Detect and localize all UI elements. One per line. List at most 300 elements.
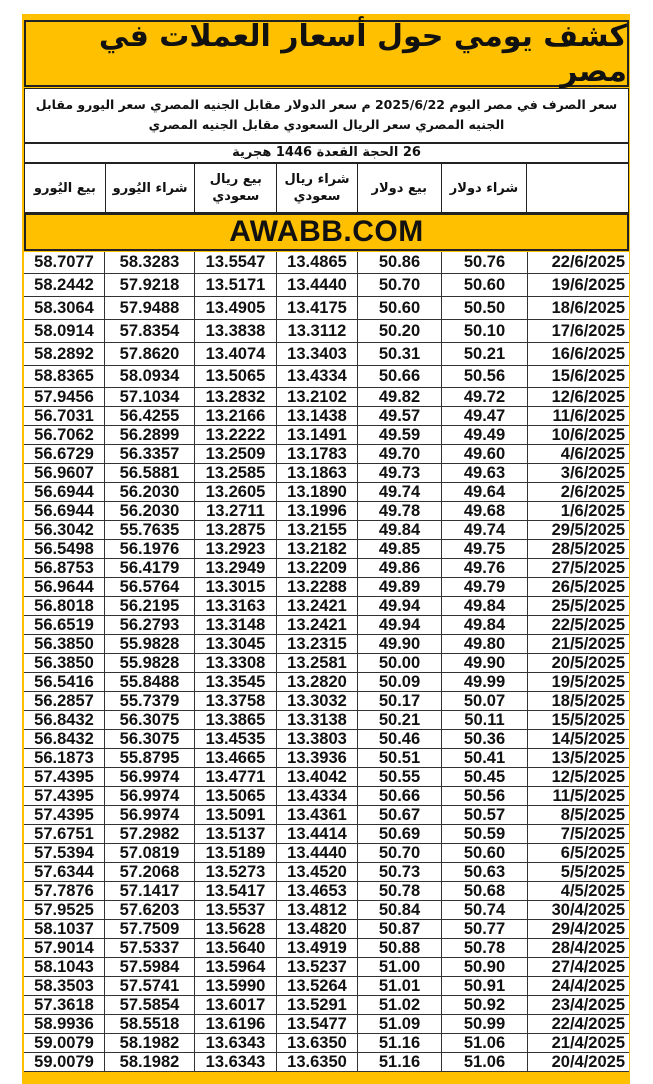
cell-euro-sell: 56.5416: [34, 672, 94, 691]
cell-riyal-sell: 13.3545: [194, 673, 276, 691]
cell-riyal-sell: 13.5964: [194, 958, 276, 976]
cell-dollar-buy: 49.60: [441, 445, 527, 463]
cell-euro-buy: 57.5854: [104, 996, 194, 1014]
header-dollar-buy: شراء دولار: [441, 164, 527, 212]
cell-euro-buy: 56.2030: [104, 502, 194, 520]
cell-dollar-buy: 49.84: [441, 597, 527, 615]
cell-euro-sell: 57.6751: [34, 824, 94, 843]
cell-riyal-buy: 13.4919: [276, 939, 357, 957]
cell-riyal-sell: 13.4535: [194, 730, 276, 748]
cell-euro-buy: 55.8488: [104, 673, 194, 691]
table-row: [24, 559, 629, 578]
cell-date: 22/4/2025: [527, 1015, 629, 1033]
cell-euro-sell: 56.6519: [34, 615, 94, 634]
cell-dollar-sell: 49.94: [357, 616, 441, 634]
cell-riyal-buy: 13.4812: [276, 901, 357, 919]
cell-date: 28/4/2025: [527, 939, 629, 957]
table-row: [24, 673, 629, 692]
cell-date: 6/5/2025: [527, 844, 629, 862]
table-row: [24, 578, 629, 597]
cell-riyal-buy: 13.4175: [276, 297, 357, 319]
cell-euro-sell: 56.3850: [34, 634, 94, 653]
cell-dollar-buy: 49.47: [441, 407, 527, 425]
cell-dollar-sell: 49.84: [357, 521, 441, 539]
header-euro-sell: بيع اليُورو: [33, 180, 96, 196]
cell-riyal-sell: 13.5628: [194, 920, 276, 938]
cell-euro-sell: 56.3042: [34, 520, 94, 539]
cell-dollar-sell: 50.66: [357, 787, 441, 805]
cell-riyal-sell: 13.3308: [194, 654, 276, 672]
cell-riyal-buy: 13.3032: [276, 692, 357, 710]
table-row: [24, 806, 629, 825]
cell-dollar-buy: 50.60: [441, 274, 527, 296]
cell-euro-sell: 58.1037: [34, 919, 94, 938]
cell-dollar-buy: 50.63: [441, 863, 527, 881]
cell-dollar-sell: 50.51: [357, 749, 441, 767]
table-row: [24, 366, 629, 388]
cell-riyal-buy: 13.4334: [276, 366, 357, 387]
cell-date: 21/5/2025: [527, 635, 629, 653]
cell-euro-buy: 57.1417: [104, 882, 194, 900]
cell-dollar-buy: 49.63: [441, 464, 527, 482]
cell-riyal-buy: 13.4653: [276, 882, 357, 900]
cell-riyal-buy: 13.2102: [276, 388, 357, 406]
cell-riyal-buy: 13.2155: [276, 521, 357, 539]
cell-euro-buy: 56.4255: [104, 407, 194, 425]
cell-riyal-buy: 13.5291: [276, 996, 357, 1014]
cell-euro-buy: 56.5881: [104, 464, 194, 482]
cell-dollar-buy: 49.74: [441, 521, 527, 539]
cell-euro-buy: 57.9488: [104, 297, 194, 319]
cell-riyal-buy: 13.1890: [276, 483, 357, 501]
cell-dollar-buy: 50.91: [441, 977, 527, 995]
table-row: [24, 1015, 629, 1034]
cell-date: 27/5/2025: [527, 559, 629, 577]
cell-riyal-sell: 13.3015: [194, 578, 276, 596]
cell-riyal-sell: 13.5640: [194, 939, 276, 957]
cell-euro-sell: 56.9607: [34, 463, 94, 482]
cell-date: 27/4/2025: [527, 958, 629, 976]
cell-euro-sell: 58.2892: [34, 344, 94, 363]
cell-riyal-sell: 13.4771: [194, 768, 276, 786]
cell-riyal-sell: 13.5547: [194, 252, 276, 273]
cell-dollar-buy: 50.36: [441, 730, 527, 748]
cell-euro-buy: 56.1976: [104, 540, 194, 558]
cell-date: 18/6/2025: [527, 297, 629, 319]
cell-riyal-sell: 13.2605: [194, 483, 276, 501]
cell-dollar-sell: 50.88: [357, 939, 441, 957]
cell-euro-sell: 57.4395: [34, 767, 94, 786]
cell-dollar-sell: 50.55: [357, 768, 441, 786]
cell-date: 8/5/2025: [527, 806, 629, 824]
table-row: [24, 882, 629, 901]
table-row: [24, 297, 629, 320]
table-row: [24, 540, 629, 559]
cell-dollar-buy: 50.50: [441, 297, 527, 319]
cell-euro-sell: 57.7876: [34, 881, 94, 900]
brand-watermark[interactable]: AWABB.COM: [24, 213, 629, 251]
cell-dollar-buy: 49.84: [441, 616, 527, 634]
cell-euro-sell: 56.7031: [34, 406, 94, 425]
cell-riyal-sell: 13.3148: [194, 616, 276, 634]
table-header: [24, 163, 629, 213]
table-row: [24, 388, 629, 407]
cell-date: 26/5/2025: [527, 578, 629, 596]
cell-euro-buy: 57.8620: [104, 343, 194, 365]
cell-dollar-buy: 49.79: [441, 578, 527, 596]
cell-euro-sell: 58.7077: [34, 253, 94, 271]
cell-riyal-buy: 13.2315: [276, 635, 357, 653]
cell-dollar-sell: 49.57: [357, 407, 441, 425]
cell-riyal-buy: 13.2421: [276, 597, 357, 615]
table-row: [24, 749, 629, 768]
cell-riyal-sell: 13.3045: [194, 635, 276, 653]
cell-riyal-sell: 13.6343: [194, 1034, 276, 1052]
cell-date: 29/5/2025: [527, 521, 629, 539]
cell-dollar-buy: 49.90: [441, 654, 527, 672]
cell-riyal-sell: 13.5417: [194, 882, 276, 900]
table-row: [24, 958, 629, 977]
cell-euro-sell: 57.4395: [34, 786, 94, 805]
cell-euro-buy: 58.5518: [104, 1015, 194, 1033]
cell-dollar-buy: 49.99: [441, 673, 527, 691]
cell-riyal-sell: 13.3865: [194, 711, 276, 729]
table-row: [24, 692, 629, 711]
cell-date: 20/5/2025: [527, 654, 629, 672]
cell-riyal-buy: 13.5237: [276, 958, 357, 976]
cell-riyal-buy: 13.2421: [276, 616, 357, 634]
cell-dollar-sell: 51.00: [357, 958, 441, 976]
cell-euro-sell: 57.4395: [34, 805, 94, 824]
cell-euro-sell: 57.9525: [34, 900, 94, 919]
table-row: [24, 616, 629, 635]
cell-euro-buy: 56.3357: [104, 445, 194, 463]
cell-date: 21/4/2025: [527, 1034, 629, 1052]
cell-riyal-buy: 13.4361: [276, 806, 357, 824]
cell-dollar-sell: 51.09: [357, 1015, 441, 1033]
cell-dollar-buy: 49.76: [441, 559, 527, 577]
cell-euro-sell: 56.3850: [34, 653, 94, 672]
cell-riyal-buy: 13.6350: [276, 1053, 357, 1071]
cell-euro-sell: 57.5394: [34, 843, 94, 862]
table-row: [24, 711, 629, 730]
cell-date: 11/6/2025: [527, 407, 629, 425]
cell-euro-buy: 55.8795: [104, 749, 194, 767]
cell-date: 10/6/2025: [527, 426, 629, 444]
cell-dollar-sell: 49.90: [357, 635, 441, 653]
cell-riyal-sell: 13.2875: [194, 521, 276, 539]
cell-date: 29/4/2025: [527, 920, 629, 938]
cell-riyal-sell: 13.2585: [194, 464, 276, 482]
table-row: [24, 445, 629, 464]
cell-riyal-sell: 13.4905: [194, 297, 276, 319]
cell-riyal-buy: 13.1438: [276, 407, 357, 425]
cell-riyal-sell: 13.3163: [194, 597, 276, 615]
cell-riyal-sell: 13.3838: [194, 320, 276, 342]
cell-riyal-sell: 13.5171: [194, 274, 276, 296]
cell-riyal-sell: 13.5065: [194, 787, 276, 805]
cell-riyal-buy: 13.3803: [276, 730, 357, 748]
header-date: [526, 164, 628, 212]
cell-dollar-sell: 49.78: [357, 502, 441, 520]
cell-date: 22/6/2025: [527, 252, 629, 273]
cell-euro-buy: 56.3075: [104, 730, 194, 748]
table-row: [24, 939, 629, 958]
cell-dollar-buy: 51.06: [441, 1053, 527, 1071]
cell-riyal-buy: 13.2581: [276, 654, 357, 672]
cell-dollar-buy: 50.59: [441, 825, 527, 843]
cell-dollar-buy: 49.64: [441, 483, 527, 501]
cell-dollar-buy: 50.74: [441, 901, 527, 919]
cell-dollar-sell: 51.16: [357, 1053, 441, 1071]
cell-dollar-buy: 51.06: [441, 1034, 527, 1052]
cell-dollar-buy: 50.41: [441, 749, 527, 767]
cell-date: 19/6/2025: [527, 274, 629, 296]
cell-euro-buy: 56.4179: [104, 559, 194, 577]
cell-dollar-sell: 50.78: [357, 882, 441, 900]
cell-dollar-sell: 49.74: [357, 483, 441, 501]
cell-dollar-sell: 51.01: [357, 977, 441, 995]
cell-riyal-sell: 13.5065: [194, 366, 276, 387]
cell-euro-buy: 57.5337: [104, 939, 194, 957]
table-row: [24, 977, 629, 996]
cell-riyal-buy: 13.4520: [276, 863, 357, 881]
cell-dollar-buy: 49.49: [441, 426, 527, 444]
cell-euro-buy: 55.7635: [104, 521, 194, 539]
cell-dollar-buy: 50.76: [441, 252, 527, 273]
cell-dollar-sell: 50.66: [357, 366, 441, 387]
cell-dollar-buy: 50.99: [441, 1015, 527, 1033]
cell-euro-sell: 58.0914: [34, 321, 94, 340]
cell-riyal-sell: 13.2166: [194, 407, 276, 425]
table-row: [24, 597, 629, 616]
table-row: [24, 768, 629, 787]
cell-euro-sell: 56.6944: [34, 501, 94, 520]
cell-euro-buy: 57.2068: [104, 863, 194, 881]
table-row: [24, 521, 629, 540]
cell-euro-sell: 56.7062: [34, 425, 94, 444]
cell-date: 19/5/2025: [527, 673, 629, 691]
cell-euro-buy: 56.2195: [104, 597, 194, 615]
cell-date: 4/5/2025: [527, 882, 629, 900]
cell-date: 14/5/2025: [527, 730, 629, 748]
table-row: [24, 407, 629, 426]
cell-riyal-sell: 13.3758: [194, 692, 276, 710]
cell-euro-sell: 56.2857: [34, 691, 94, 710]
cell-dollar-sell: 49.73: [357, 464, 441, 482]
table-row: [24, 730, 629, 749]
cell-euro-buy: 57.6203: [104, 901, 194, 919]
cell-dollar-buy: 50.60: [441, 844, 527, 862]
cell-dollar-buy: 50.90: [441, 958, 527, 976]
cell-riyal-buy: 13.4865: [276, 252, 357, 273]
table-row: [24, 996, 629, 1015]
table-row: [24, 252, 629, 274]
cell-euro-sell: 57.9456: [34, 387, 94, 406]
cell-euro-buy: 57.9218: [104, 274, 194, 296]
cell-dollar-sell: 50.09: [357, 673, 441, 691]
cell-dollar-buy: 50.21: [441, 343, 527, 365]
cell-euro-sell: 58.1043: [34, 957, 94, 976]
cell-dollar-sell: 50.73: [357, 863, 441, 881]
cell-riyal-sell: 13.6343: [194, 1053, 276, 1071]
table-row: [24, 274, 629, 297]
table-row: [24, 483, 629, 502]
cell-dollar-buy: 50.77: [441, 920, 527, 938]
table-row: [24, 426, 629, 445]
cell-riyal-buy: 13.1491: [276, 426, 357, 444]
cell-dollar-sell: 50.67: [357, 806, 441, 824]
cell-dollar-sell: 49.86: [357, 559, 441, 577]
cell-dollar-sell: 49.89: [357, 578, 441, 596]
cell-riyal-buy: 13.3936: [276, 749, 357, 767]
cell-date: 2/6/2025: [527, 483, 629, 501]
cell-riyal-sell: 13.2832: [194, 388, 276, 406]
cell-riyal-buy: 13.5477: [276, 1015, 357, 1033]
table-row: [24, 635, 629, 654]
cell-date: 12/5/2025: [527, 768, 629, 786]
cell-riyal-sell: 13.4074: [194, 343, 276, 365]
table-row: [24, 502, 629, 521]
cell-euro-sell: 58.3064: [34, 298, 94, 317]
cell-euro-buy: 57.8354: [104, 320, 194, 342]
cell-riyal-sell: 13.5990: [194, 977, 276, 995]
cell-euro-sell: 59.0079: [34, 1033, 94, 1052]
header-euro-buy: شراء اليُورو: [105, 164, 195, 212]
cell-euro-buy: 55.7379: [104, 692, 194, 710]
cell-date: 22/5/2025: [527, 616, 629, 634]
cell-date: 20/4/2025: [527, 1053, 629, 1071]
cell-euro-sell: 57.3618: [34, 995, 94, 1014]
table-row: [24, 343, 629, 366]
cell-euro-buy: 56.5764: [104, 578, 194, 596]
cell-euro-sell: 56.1873: [34, 748, 94, 767]
cell-dollar-sell: 49.82: [357, 388, 441, 406]
cell-euro-buy: 57.7509: [104, 920, 194, 938]
cell-date: 18/5/2025: [527, 692, 629, 710]
cell-euro-buy: 56.9974: [104, 768, 194, 786]
cell-riyal-sell: 13.2949: [194, 559, 276, 577]
table-row: [24, 654, 629, 673]
cell-dollar-buy: 50.56: [441, 366, 527, 387]
table-row: [24, 787, 629, 806]
cell-euro-sell: 56.9644: [34, 577, 94, 596]
cell-date: 28/5/2025: [527, 540, 629, 558]
cell-euro-buy: 58.3283: [104, 252, 194, 273]
cell-euro-buy: 56.9974: [104, 787, 194, 805]
cell-riyal-buy: 13.3403: [276, 343, 357, 365]
description-text: سعر الصرف في مصر اليوم 2025/6/22 م سعر الدولار مقابل الجنيه المصري سعر اليورو مقابل الجنيه المصري سعر الريال السعودي مقابل الجنيه المصري: [24, 88, 629, 143]
cell-riyal-buy: 13.2288: [276, 578, 357, 596]
cell-riyal-buy: 13.2820: [276, 673, 357, 691]
cell-dollar-sell: 51.02: [357, 996, 441, 1014]
cell-riyal-buy: 13.6350: [276, 1034, 357, 1052]
cell-riyal-buy: 13.4042: [276, 768, 357, 786]
cell-euro-sell: 57.6344: [34, 862, 94, 881]
cell-riyal-buy: 13.4820: [276, 920, 357, 938]
cell-riyal-sell: 13.2711: [194, 502, 276, 520]
table-row: [24, 464, 629, 483]
cell-date: 5/5/2025: [527, 863, 629, 881]
table-row: [24, 320, 629, 343]
cell-dollar-buy: 50.11: [441, 711, 527, 729]
cell-dollar-sell: 50.17: [357, 692, 441, 710]
cell-date: 4/6/2025: [527, 445, 629, 463]
cell-euro-sell: 56.6729: [34, 444, 94, 463]
cell-dollar-sell: 50.70: [357, 274, 441, 296]
cell-riyal-buy: 13.4334: [276, 787, 357, 805]
cell-date: 3/6/2025: [527, 464, 629, 482]
cell-riyal-buy: 13.3112: [276, 320, 357, 342]
cell-date: 24/4/2025: [527, 977, 629, 995]
table-row: [24, 901, 629, 920]
cell-riyal-sell: 13.5537: [194, 901, 276, 919]
cell-euro-sell: 56.8432: [34, 729, 94, 748]
table-row: [24, 1053, 629, 1072]
table-row: [24, 863, 629, 882]
cell-date: 15/6/2025: [527, 366, 629, 387]
cell-riyal-buy: 13.4440: [276, 844, 357, 862]
cell-dollar-buy: 50.10: [441, 320, 527, 342]
cell-dollar-sell: 50.84: [357, 901, 441, 919]
cell-riyal-sell: 13.5273: [194, 863, 276, 881]
cell-date: 16/6/2025: [527, 343, 629, 365]
cell-euro-sell: 56.8018: [34, 596, 94, 615]
table-row: [24, 920, 629, 939]
cell-date: 30/4/2025: [527, 901, 629, 919]
cell-date: 13/5/2025: [527, 749, 629, 767]
cell-riyal-sell: 13.2923: [194, 540, 276, 558]
cell-euro-sell: 58.8365: [34, 367, 94, 385]
cell-euro-buy: 58.1982: [104, 1053, 194, 1071]
cell-riyal-buy: 13.1783: [276, 445, 357, 463]
cell-dollar-sell: 50.69: [357, 825, 441, 843]
cell-dollar-sell: 50.87: [357, 920, 441, 938]
cell-riyal-buy: 13.1996: [276, 502, 357, 520]
cell-euro-buy: 57.5984: [104, 958, 194, 976]
cell-riyal-sell: 13.4665: [194, 749, 276, 767]
cell-dollar-sell: 50.31: [357, 343, 441, 365]
cell-euro-sell: 56.5498: [34, 539, 94, 558]
cell-dollar-sell: 49.94: [357, 597, 441, 615]
cell-euro-sell: 59.0079: [34, 1052, 94, 1071]
cell-euro-buy: 57.1034: [104, 388, 194, 406]
cell-dollar-buy: 50.92: [441, 996, 527, 1014]
cell-euro-buy: 55.9828: [104, 654, 194, 672]
cell-euro-sell: 56.6944: [34, 482, 94, 501]
cell-euro-buy: 56.2030: [104, 483, 194, 501]
cell-dollar-buy: 49.68: [441, 502, 527, 520]
cell-euro-sell: 58.9936: [34, 1014, 94, 1033]
cell-date: 23/4/2025: [527, 996, 629, 1014]
table-row: [24, 825, 629, 844]
table-row: [24, 844, 629, 863]
cell-date: 17/6/2025: [527, 320, 629, 342]
cell-riyal-sell: 13.2509: [194, 445, 276, 463]
cell-euro-buy: 58.0934: [104, 366, 194, 387]
cell-euro-buy: 56.2793: [104, 616, 194, 634]
cell-riyal-buy: 13.2182: [276, 540, 357, 558]
cell-date: 11/5/2025: [527, 787, 629, 805]
table-row: [24, 1034, 629, 1053]
cell-date: 1/6/2025: [527, 502, 629, 520]
cell-dollar-buy: 50.56: [441, 787, 527, 805]
cell-riyal-buy: 13.2209: [276, 559, 357, 577]
cell-riyal-buy: 13.5264: [276, 977, 357, 995]
rates-table-body: [24, 252, 629, 1072]
cell-dollar-buy: 50.78: [441, 939, 527, 957]
cell-dollar-buy: 49.75: [441, 540, 527, 558]
